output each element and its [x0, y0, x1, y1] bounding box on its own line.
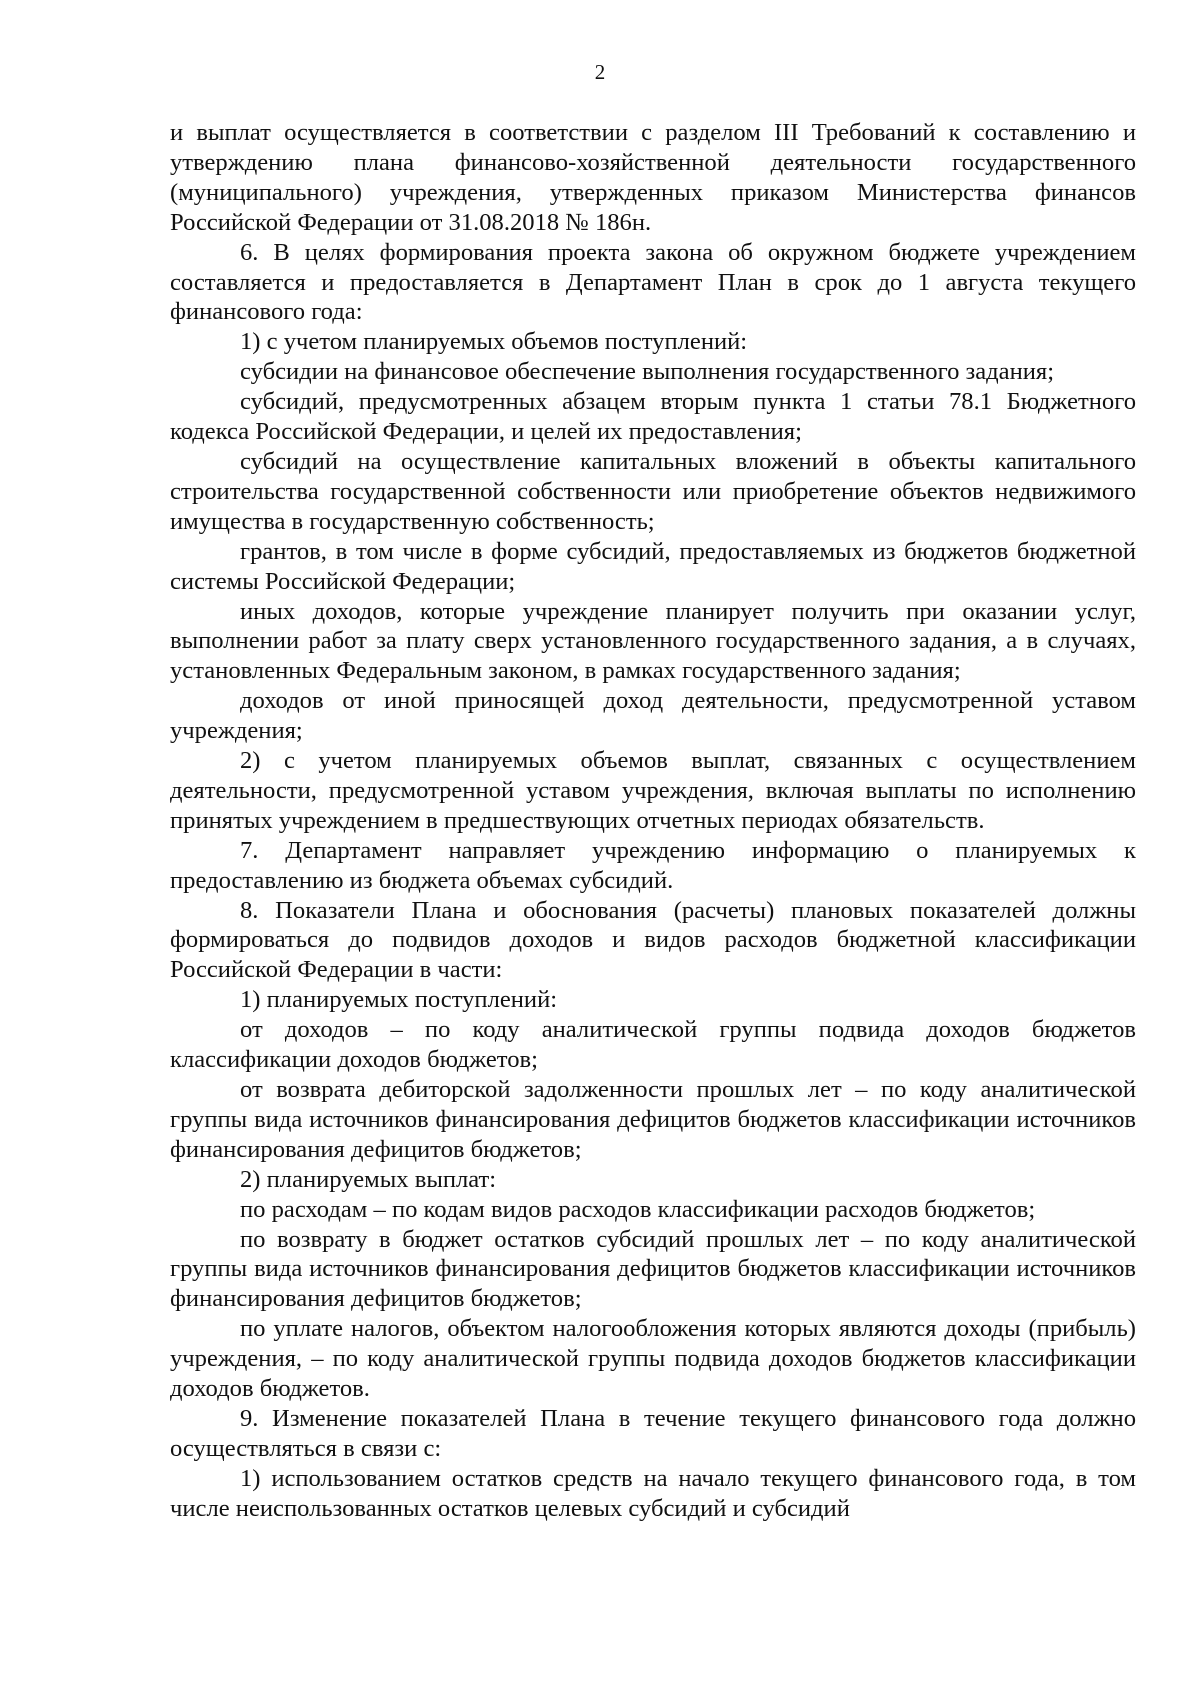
paragraph-other-income: иных доходов, которые учреждение планирует получить при оказании услуг, выполнении работ за плату сверх установленного государственного задания, а в случаях, установленных Федеральным законом, в рамках государственного задания;	[170, 597, 1136, 685]
paragraph-subitem-6-1: 1) с учетом планируемых объемов поступлений:	[240, 328, 748, 356]
paragraph-item-8: 8. Показатели Плана и обоснования (расчеты) плановых показателей должны формироваться до подвидов доходов и видов расходов бюджетной классификации Российской Федерации в части:	[170, 896, 1136, 984]
paragraph-subsidy-state-task: субсидии на финансовое обеспечение выполнения государственного задания;	[240, 358, 1055, 386]
page-number: 2	[594, 60, 606, 84]
paragraph-from-income: от доходов – по коду аналитической группы подвида доходов бюджетов классификации доходов бюджетов;	[170, 1016, 1136, 1074]
paragraph-subitem-8-2: 2) планируемых выплат:	[240, 1165, 497, 1193]
paragraph-continuation: и выплат осуществляется в соответствии с разделом III Требований к составлению и утверждению плана финансово-хозяйственной деятельности государственного (муниципального) учреждения, утвержденных приказом Министерства финансов Российской Федерации от 31.08.2018 № 186н.	[170, 119, 1136, 236]
paragraph-subitem-9-1: 1) использованием остатков средств на начало текущего финансового года, в том числе неиспользованных остатков целевых субсидий и субсидий	[170, 1464, 1136, 1522]
paragraph-from-receivables: от возврата дебиторской задолженности прошлых лет – по коду аналитической группы вида источников финансирования дефицитов бюджетов классификации источников финансирования дефицитов бюджетов;	[170, 1076, 1136, 1163]
paragraph-grants: грантов, в том числе в форме субсидий, предоставляемых из бюджетов бюджетной системы Российской Федерации;	[170, 537, 1136, 595]
paragraph-item-6: 6. В целях формирования проекта закона об окружном бюджете учреждением составляется и предоставляется в Департамент План в срок до 1 августа текущего финансового года:	[170, 238, 1136, 326]
paragraph-subsidy-article-78-1: субсидий, предусмотренных абзацем вторым пункта 1 статьи 78.1 Бюджетного кодекса Российской Федерации, и целей их предоставления;	[170, 388, 1136, 446]
paragraph-by-return-subsidies: по возврату в бюджет остатков субсидий прошлых лет – по коду аналитической группы вида источников финансирования дефицитов бюджетов классификации источников финансирования дефицитов бюджетов;	[170, 1225, 1136, 1313]
document-body	[170, 118, 1136, 1524]
paragraph-subitem-8-1: 1) планируемых поступлений:	[240, 986, 558, 1014]
paragraph-subitem-6-2: 2) с учетом планируемых объемов выплат, связанных с осуществлением деятельности, предусмотренной уставом учреждения, включая выплаты по исполнению принятых учреждением в предшествующих отчетных периодах обязательств.	[170, 747, 1136, 834]
paragraph-by-taxes: по уплате налогов, объектом налогообложения которых являются доходы (прибыль) учреждения, – по коду аналитической группы подвида доходов бюджетов классификации доходов бюджетов.	[170, 1315, 1136, 1403]
paragraph-by-expenses: по расходам – по кодам видов расходов классификации расходов бюджетов;	[240, 1195, 1036, 1223]
paragraph-item-9: 9. Изменение показателей Плана в течение текущего финансового года должно осуществляться в связи с:	[170, 1404, 1136, 1462]
paragraph-income-other-activity: доходов от иной приносящей доход деятельности, предусмотренной уставом учреждения;	[170, 687, 1136, 745]
paragraph-subsidy-capital: субсидий на осуществление капитальных вложений в объекты капитального строительства государственной собственности или приобретение объектов недвижимого имущества в государственную собственность;	[170, 447, 1136, 535]
paragraph-item-7: 7. Департамент направляет учреждению информацию о планируемых к предоставлению из бюджета объемах субсидий.	[170, 836, 1136, 894]
